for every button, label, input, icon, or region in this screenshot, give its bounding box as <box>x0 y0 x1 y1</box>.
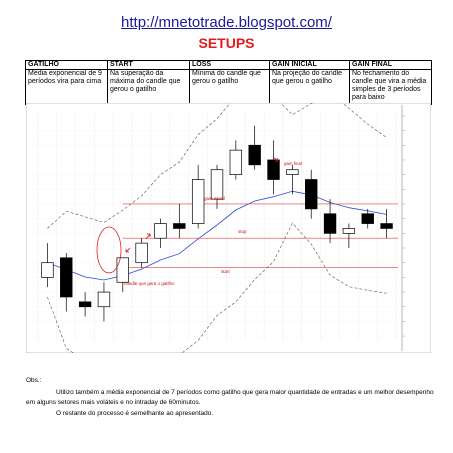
table-header-row <box>26 61 432 70</box>
candle <box>381 224 393 229</box>
cell-start: Na superação da máxima do candle que gerou o gatilho <box>108 70 190 105</box>
candle <box>192 180 204 224</box>
candlestick-chart <box>26 103 431 353</box>
annotation-gatilho: candle que gera o gatilho <box>124 281 175 286</box>
candle <box>79 302 91 307</box>
candle <box>249 145 261 165</box>
obs-paragraph: Utilizo também a média exponencial de 7 períodos como gatilho que gera maior quantidade de entradas e um melhor desempenho em alguns setores mais voláteis e no intraday de 60minutos. <box>26 389 434 406</box>
cell-gain-inicial: Na projeção do candle que gerou o gatilho <box>270 70 350 105</box>
candle <box>343 228 355 233</box>
page-title: SETUPS <box>198 35 255 51</box>
setups-table <box>25 60 432 105</box>
header-gain-final: GAIN FINAL <box>350 61 432 70</box>
candle <box>98 292 110 307</box>
candle <box>287 170 299 175</box>
candle <box>42 263 54 278</box>
candle <box>173 224 185 229</box>
obs-paragraph: O restante do processo é semelhante ao apresentado. <box>56 410 214 417</box>
annotation-stop: stop <box>238 229 247 234</box>
table-row <box>26 70 432 105</box>
header-gain-inicial: GAIN INICIAL <box>270 61 350 70</box>
blog-url[interactable]: http://mnetotrade.blogspot.com/ <box>121 14 332 31</box>
candle <box>136 243 148 263</box>
candle <box>268 160 280 180</box>
obs-label: Obs.: <box>26 377 42 384</box>
candle <box>155 224 167 239</box>
annotation-gain-inicial: gain inicial <box>204 196 226 201</box>
candle <box>117 258 129 282</box>
header-gatilho: GATILHO <box>26 61 108 70</box>
candle <box>60 258 72 297</box>
candle <box>362 214 374 224</box>
cell-gatilho: Média exponencial de 9 períodos vira para cima <box>26 70 108 105</box>
annotation-start: start <box>221 269 230 274</box>
annotation-gain-final: gain final <box>284 161 303 166</box>
candle <box>305 180 317 209</box>
candle <box>230 150 242 174</box>
candle <box>211 170 223 199</box>
cell-loss: Mínima do candle que gerou o gatilho <box>190 70 270 105</box>
candle <box>324 214 336 234</box>
cell-gain-final: No fechamento do candle que vira a média simples de 3 períodos para baixo <box>350 70 432 105</box>
header-start: START <box>108 61 190 70</box>
header-loss: LOSS <box>190 61 270 70</box>
